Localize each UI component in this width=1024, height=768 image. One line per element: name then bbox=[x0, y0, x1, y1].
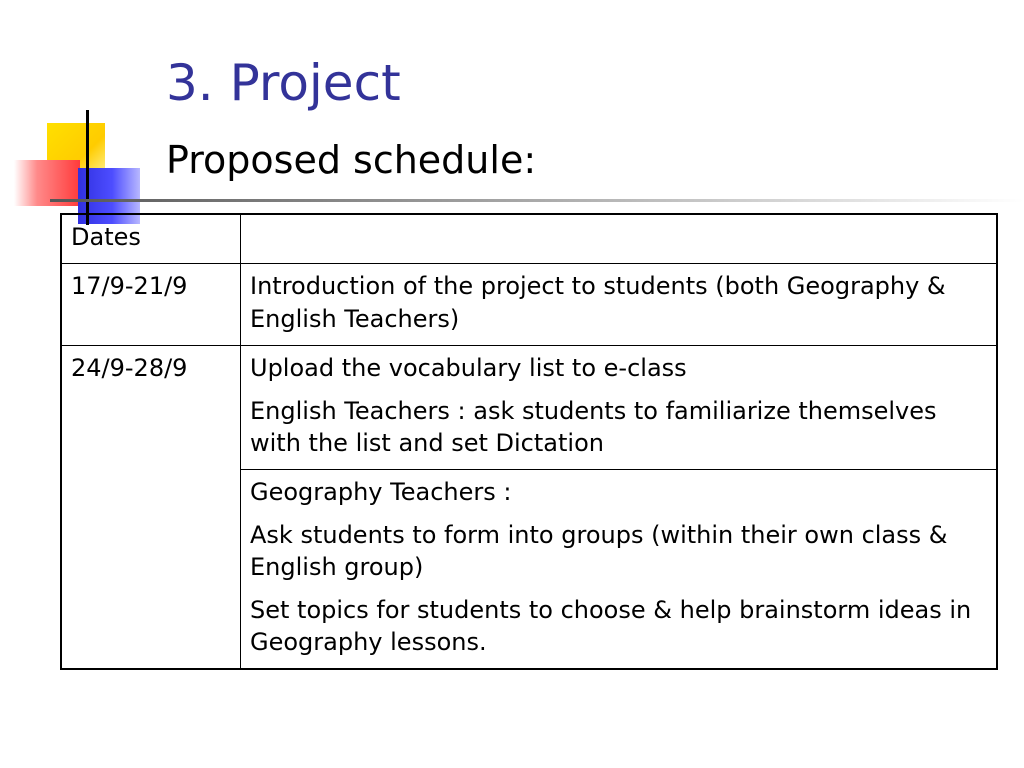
header-dates-cell: Dates bbox=[61, 214, 241, 264]
date-cell: 17/9-21/9 bbox=[61, 264, 241, 346]
activity-item: Upload the vocabulary list to e-class bbox=[250, 354, 687, 383]
slide-title: 3. Project bbox=[166, 54, 401, 112]
activity-cell bbox=[241, 264, 998, 346]
logo-vertical-line bbox=[86, 110, 89, 225]
activity-item: English Teachers : ask students to familiarize themselves with the list and set Dictation bbox=[250, 396, 937, 457]
date-cell: 24/9-28/9 bbox=[61, 346, 241, 670]
table-header-row bbox=[61, 214, 997, 264]
decorative-logo-icon bbox=[0, 0, 150, 240]
activity-item: Geography Teachers : bbox=[250, 478, 512, 507]
slide-subtitle: Proposed schedule: bbox=[166, 138, 537, 182]
table-row bbox=[61, 264, 997, 346]
activity-item: Set topics for students to choose & help brainstorm ideas in Geography lessons. bbox=[250, 595, 972, 656]
schedule-table bbox=[60, 213, 998, 670]
table-row bbox=[61, 346, 997, 470]
activity-item: Ask students to form into groups (within their own class & English group) bbox=[250, 520, 948, 582]
activity-cell bbox=[241, 470, 998, 669]
header-activity-cell bbox=[241, 214, 998, 264]
activity-cell bbox=[241, 346, 998, 470]
activity-item: Introduction of the project to students (both Geography & English Teachers) bbox=[250, 272, 946, 333]
title-divider bbox=[50, 199, 1024, 202]
